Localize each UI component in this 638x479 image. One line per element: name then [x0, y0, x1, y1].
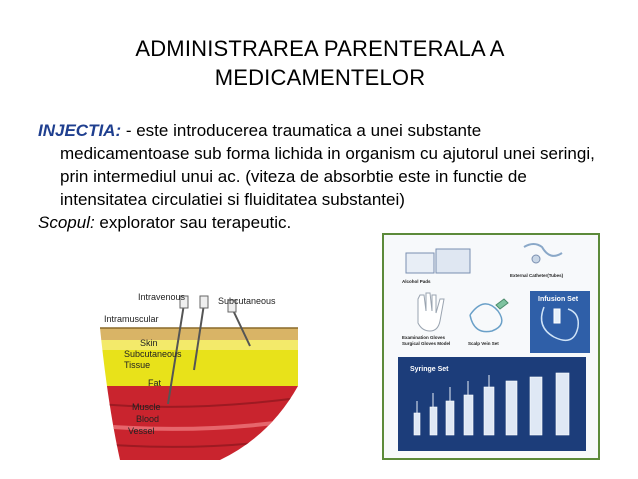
definition-text: - este introducerea traumatica a unei substante medicamentoase sub forma lichida in organism cu ajutorul unei seringi, prin intermediul unui ac. (viteza de absorbtie este in functie de intensitatea circulatiei si fluiditatea substantei) — [60, 121, 595, 209]
label-subcutaneous-tissue-2: Tissue — [124, 360, 151, 370]
label-gloves-2: Surgical Gloves Model — [402, 341, 451, 346]
catheter-connector — [532, 255, 540, 263]
label-vessel: Vessel — [128, 426, 155, 436]
purpose-term: Scopul: — [38, 213, 95, 232]
slide-body — [38, 119, 608, 234]
label-alcohol-pads: Alcohol Pads — [402, 279, 431, 284]
label-gloves-1: Examination Gloves — [402, 335, 446, 340]
purpose-paragraph — [38, 211, 608, 234]
label-external-catheter: External Catheter(Tubes) — [510, 273, 564, 278]
definition-term: INJECTIA: — [38, 121, 122, 140]
slide-title — [60, 34, 580, 92]
label-scalp-vein-set: Scalp Vein Set — [468, 341, 499, 346]
injection-layers-diagram — [100, 286, 298, 460]
medical-supplies-image — [382, 233, 600, 460]
syringe — [530, 377, 542, 435]
label-skin: Skin — [140, 338, 158, 348]
syringe — [414, 413, 420, 435]
medical-supplies-drawing — [384, 235, 598, 458]
syringe — [464, 395, 473, 435]
purpose-text: explorator sau terapeutic. — [94, 213, 292, 232]
label-intramuscular: Intramuscular — [104, 314, 159, 324]
label-syringe-set: Syringe Set — [410, 366, 449, 373]
label-subcutaneous: Subcutaneous — [218, 296, 276, 306]
syringe — [506, 381, 517, 435]
syringe — [430, 407, 437, 435]
label-intravenous: Intravenous — [138, 292, 186, 302]
label-blood: Blood — [136, 414, 160, 424]
slide-title-line1: ADMINISTRAREA PARENTERALA A — [135, 36, 505, 61]
alcohol-pad-box — [406, 253, 434, 273]
label-infusion-set: Infusion Set — [538, 296, 579, 303]
drip-chamber — [554, 309, 560, 323]
slide-title-line2: MEDICAMENTELOR — [214, 65, 426, 90]
label-subcutaneous-tissue-1: Subcutaneous — [124, 349, 182, 359]
syringe — [446, 401, 454, 435]
needle-hub-intravenous — [200, 296, 208, 308]
definition-paragraph — [38, 119, 608, 211]
syringe — [484, 387, 494, 435]
alcohol-pad-packet — [436, 249, 470, 273]
label-muscle: Muscle — [132, 402, 161, 412]
label-fat: Fat — [148, 378, 162, 388]
syringe — [556, 373, 569, 435]
